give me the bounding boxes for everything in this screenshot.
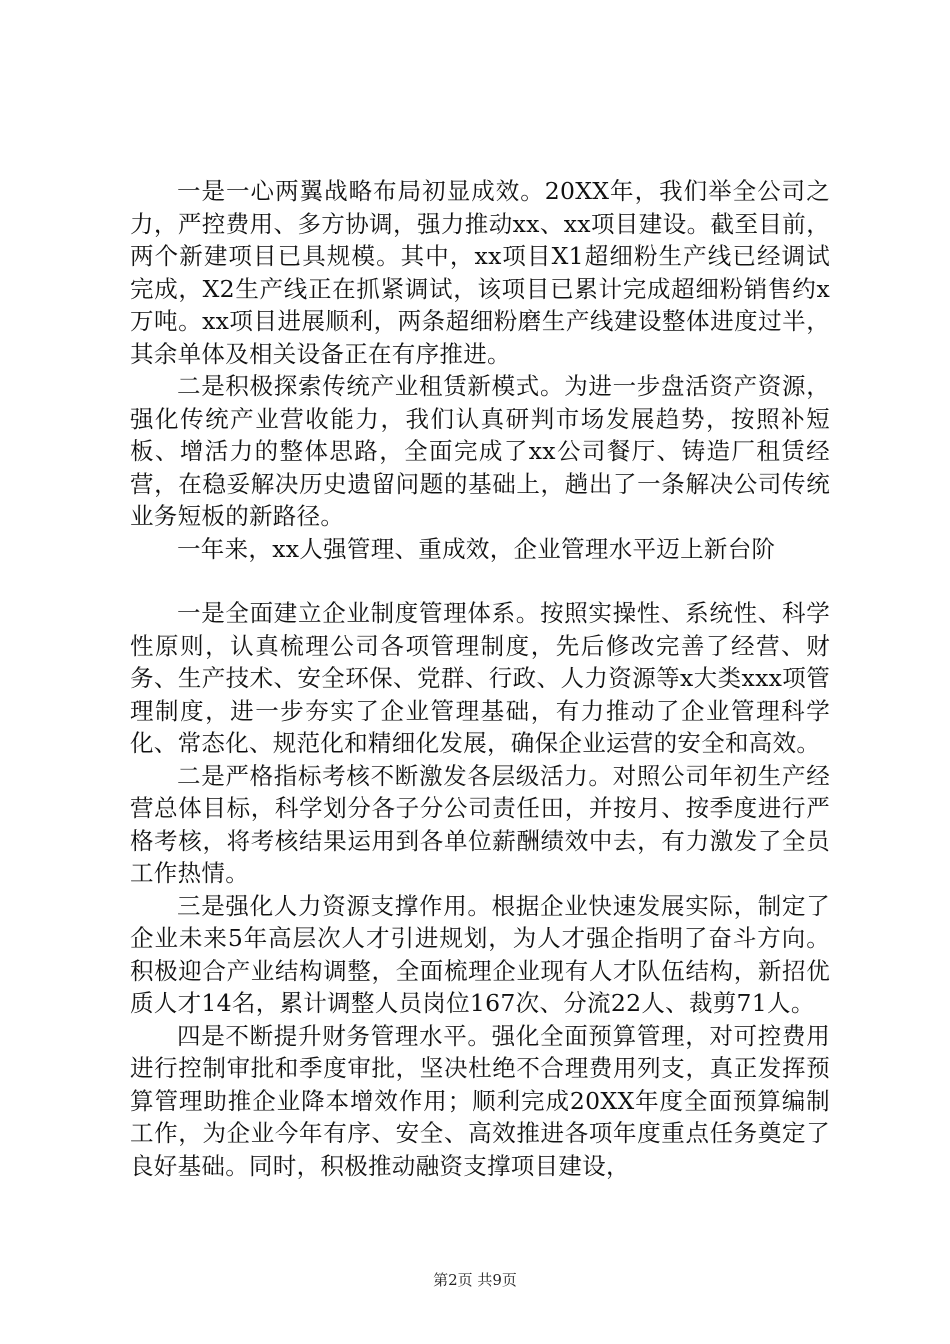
paragraph-indicator-assessment: 二是严格指标考核不断激发各层级活力。对照公司年初生产经营总体目标，科学划分各子分公司责任田，并按月、按季度进行严格考核，将考核结果运用到各单位薪酬绩效中去，有力激发了全员工作热情。 xyxy=(130,761,830,887)
section-heading-management: 一年来，xx人强管理、重成效，企业管理水平迈上新台阶 xyxy=(177,534,776,563)
page-footer-number: 第2页 共9页 xyxy=(433,1271,517,1289)
paragraph-leasing-model: 二是积极探索传统产业租赁新模式。为进一步盘活资产资源，强化传统产业营收能力，我们认真研判市场发展趋势，按照补短板、增活力的整体思路，全面完成了xx公司餐厅、铸造厂租赁经营，在稳妥解决历史遗留问题的基础上，趟出了一条解决公司传统业务短板的新路径。 xyxy=(130,372,830,530)
paragraph-human-resources: 三是强化人力资源支撑作用。根据企业快速发展实际，制定了企业未来5年高层次人才引进规划，为人才强企指明了奋斗方向。积极迎合产业结构调整，全面梳理企业现有人才队伍结构，新招优质人才14名，累计调整人员岗位167次、分流22人、裁剪71人。 xyxy=(130,891,830,1017)
paragraph-management-system: 一是全面建立企业制度管理体系。按照实操性、系统性、科学性原则，认真梳理公司各项管理制度，先后修改完善了经营、财务、生产技术、安全环保、党群、行政、人力资源等x大类xxx项管理制度，进一步夯实了企业管理基础，有力推动了企业管理科学化、常态化、规范化和精细化发展，确保企业运营的安全和高效。 xyxy=(130,599,830,757)
paragraph-strategy-layout: 一是一心两翼战略布局初显成效。20XX年，我们举全公司之力，严控费用、多方协调，强力推动xx、xx项目建设。截至目前，两个新建项目已具规模。其中，xx项目X1超细粉生产线已经调试完成，X2生产线正在抓紧调试，该项目已累计完成超细粉销售约x万吨。xx项目进展顺利，两条超细粉磨生产线建设整体进度过半，其余单体及相关设备正在有序推进。 xyxy=(130,177,830,368)
paragraph-financial-management: 四是不断提升财务管理水平。强化全面预算管理，对可控费用进行控制审批和季度审批，坚决杜绝不合理费用列支，真正发挥预算管理助推企业降本增效作用；顺利完成20XX年度全面预算编制工作，为企业今年有序、安全、高效推进各项年度重点任务奠定了良好基础。同时，积极推动融资支撑项目建设， xyxy=(130,1021,830,1180)
document-body xyxy=(130,175,830,1182)
